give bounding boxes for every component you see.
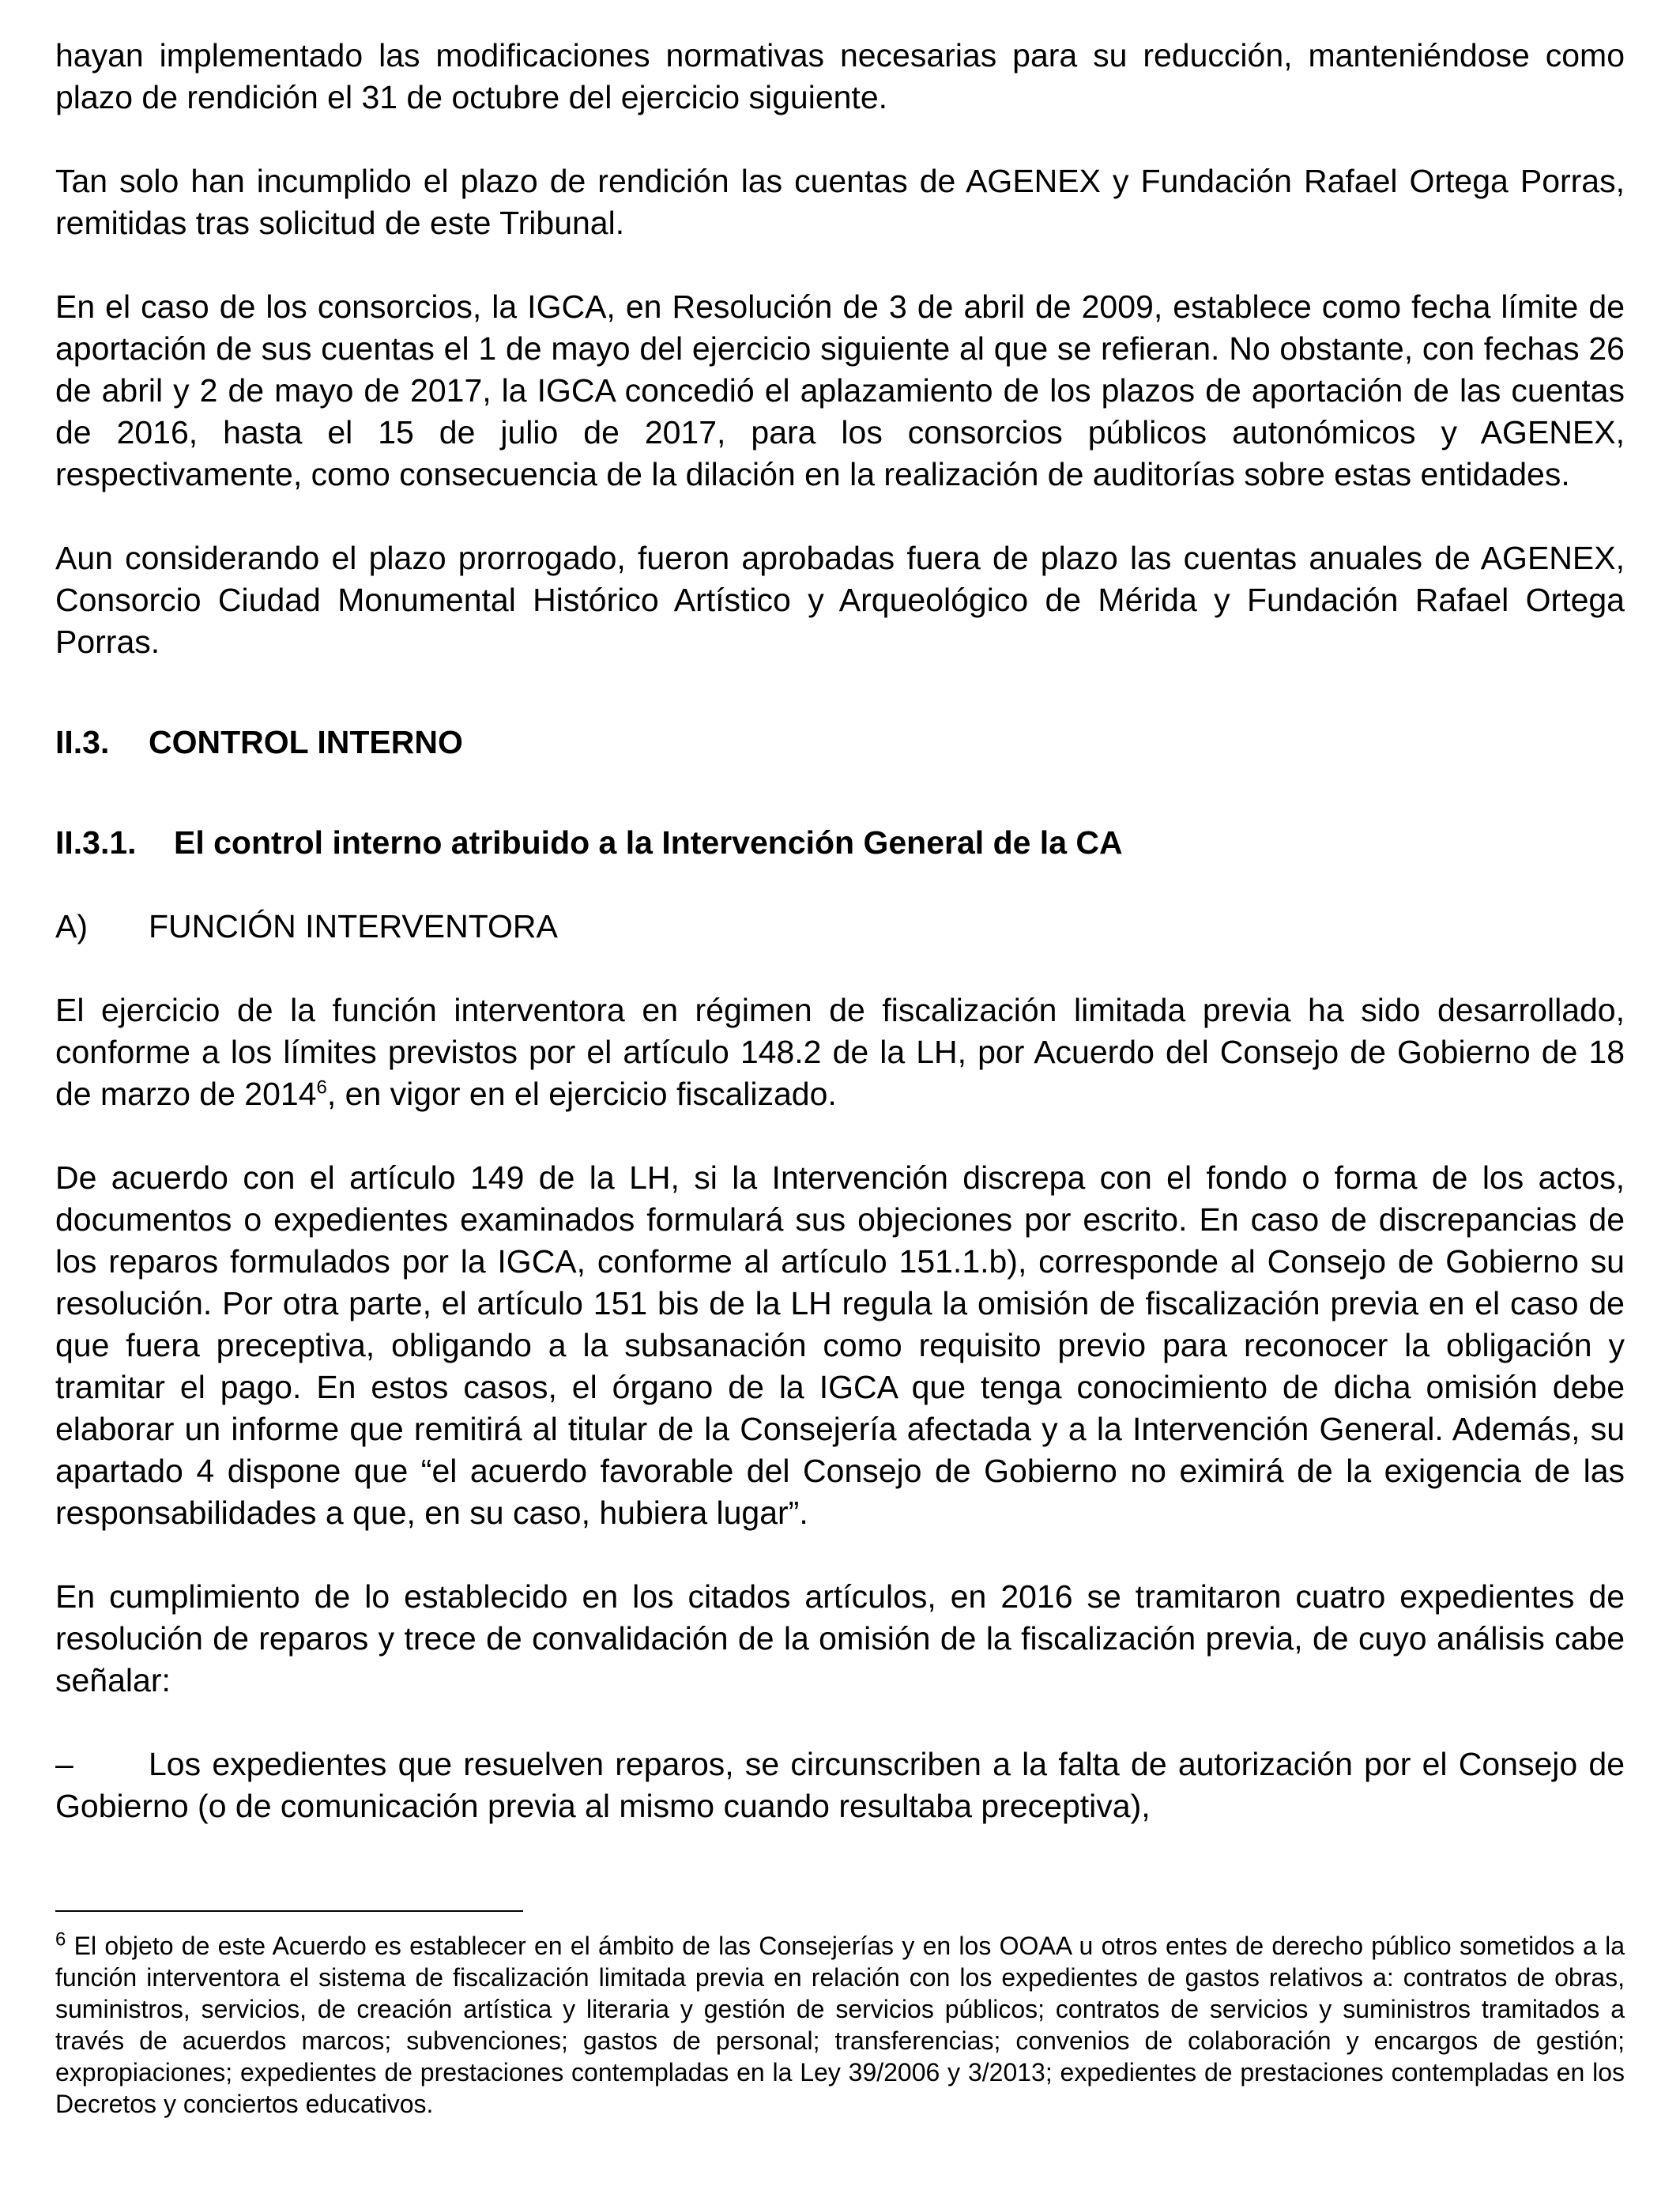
bullet-text: Los expedientes que resuelven reparos, se circunscriben a la falta de autorización por el Consejo de Gobierno (o de comunicación previa al mismo cuando resultaba preceptiva), (55, 1746, 1625, 1824)
paragraph-4: Aun considerando el plazo prorrogado, fueron aprobadas fuera de plazo las cuentas anuales de AGENEX, Consorcio Ciudad Monumental Histórico Artístico y Arqueológico de Mérida y Fundación Rafael Ortega Porras. (55, 540, 1625, 660)
document-body (55, 35, 1625, 1827)
subsection-heading (55, 822, 1625, 864)
subheading-title: FUNCIÓN INTERVENTORA (149, 908, 558, 944)
section-title: CONTROL INTERNO (149, 724, 463, 760)
paragraph-5 (55, 990, 1625, 1115)
footnote (55, 1930, 1625, 2120)
paragraph-1: hayan implementado las modificaciones normativas necesarias para su reducción, manteniéndose como plazo de rendición el 31 de octubre del ejercicio siguiente. (55, 37, 1625, 115)
paragraph-5-tail: , en vigor en el ejercicio fiscalizado. (326, 1076, 837, 1112)
subheading-letter: A) (55, 908, 88, 944)
paragraph-2: Tan solo han incumplido el plazo de rendición las cuentas de AGENEX y Fundación Rafael Ortega Porras, remitidas tras solicitud de este Tribunal. (55, 163, 1625, 241)
bullet-item (55, 1744, 1625, 1827)
subsection-title: El control interno atribuido a la Intervención General de la CA (174, 824, 1123, 861)
subheading-funcion-interventora (55, 906, 1625, 948)
section-number: II.3. (55, 724, 110, 760)
footnote-text: El objeto de este Acuerdo es establecer en el ámbito de las Consejerías y en los OOAA u otros entes de derecho público sometidos a la función interventora el sistema de fiscalización limitada previa en relación con los expedientes de gastos relativos a: contratos de obras, suministros, servicios, de creación artística y literaria y gestión de servicios públicos; contratos de servicios y suministros tramitados a través de acuerdos marcos; subvenciones; gastos de personal; transferencias; convenios de colaboración y encargos de gestión; expropiaciones; expedientes de prestaciones contempladas en la Ley 39/2006 y 3/2013; expedientes de prestaciones contempladas en los Decretos y conciertos educativos. (55, 1932, 1625, 2118)
paragraph-6: De acuerdo con el artículo 149 de la LH, si la Intervención discrepa con el fondo o forma de los actos, documentos o expedientes examinados formulará sus objeciones por escrito. En caso de discrepancias de los reparos formulados por la IGCA, conforme al artículo 151.1.b), corresponde al Consejo de Gobierno su resolución. Por otra parte, el artículo 151 bis de la LH regula la omisión de fiscalización previa en el caso de que fuera preceptiva, obligando a la subsanación como requisito previo para reconocer la obligación y tramitar el pago. En estos casos, el órgano de la IGCA que tenga conocimiento de dicha omisión debe elaborar un informe que remitirá al titular de la Consejería afectada y a la Intervención General. Además, su apartado 4 dispone que “el acuerdo favorable del Consejo de Gobierno no eximirá de la exigencia de las responsabilidades a que, en su caso, hubiera lugar”. (55, 1159, 1625, 1531)
paragraph-7: En cumplimiento de lo establecido en los citados artículos, en 2016 se tramitaron cuatro expedientes de resolución de reparos y trece de convalidación de la omisión de la fiscalización previa, de cuyo análisis cabe señalar: (55, 1578, 1625, 1698)
subsection-number: II.3.1. (55, 824, 137, 861)
footnote-number: 6 (55, 1928, 66, 1951)
footnote-separator (55, 1910, 523, 1912)
dash-bullet: – (55, 1746, 73, 1782)
footnote-reference[interactable]: 6 (316, 1076, 327, 1099)
paragraph-3: En el caso de los consorcios, la IGCA, en Resolución de 3 de abril de 2009, establece como fecha límite de aportación de sus cuentas el 1 de mayo del ejercicio siguiente al que se refieran. No obstante, con fechas 26 de abril y 2 de mayo de 2017, la IGCA concedió el aplazamiento de los plazos de aportación de las cuentas de 2016, hasta el 15 de julio de 2017, para los consorcios públicos autonómicos y AGENEX, respectivamente, como consecuencia de la dilación en la realización de auditorías sobre estas entidades. (55, 288, 1625, 492)
paragraph-5-text: El ejercicio de la función interventora en régimen de fiscalización limitada previa ha sido desarrollado, conforme a los límites previstos por el artículo 148.2 de la LH, por Acuerdo del Consejo de Gobierno de 18 de marzo de 2014 (55, 992, 1625, 1112)
section-heading-control-interno (55, 722, 1625, 763)
